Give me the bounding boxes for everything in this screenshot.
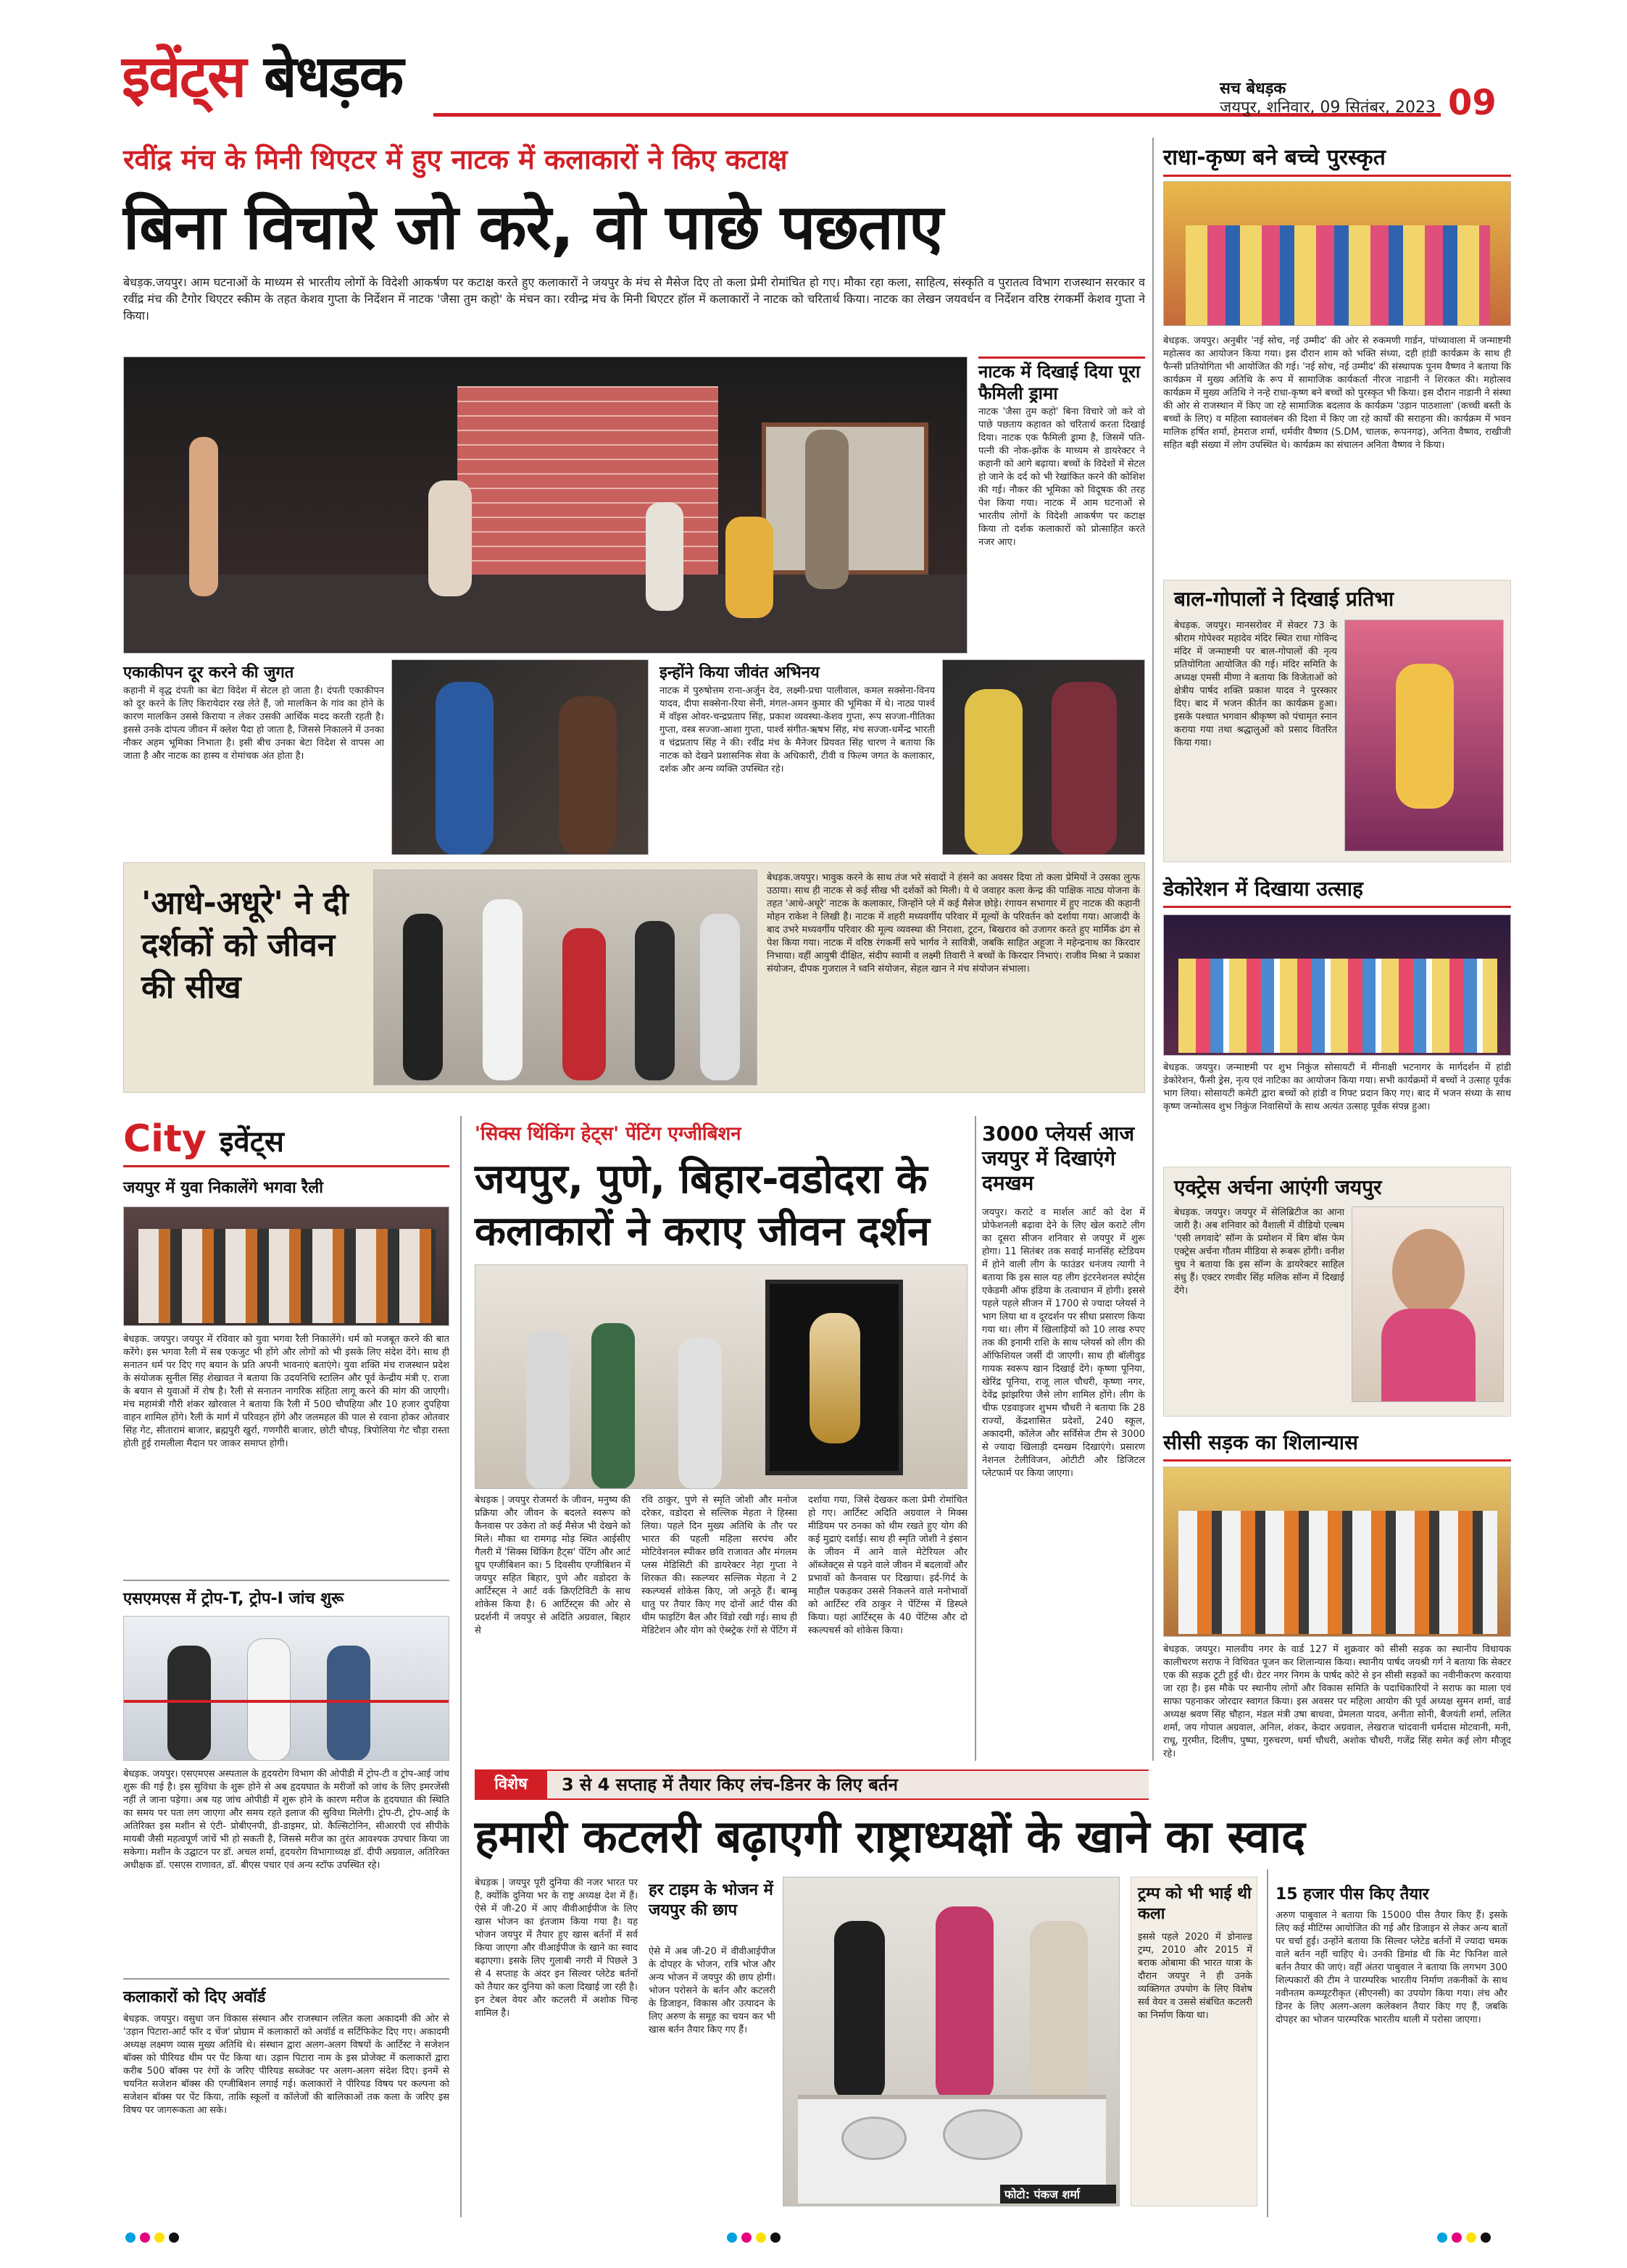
- trump-text: इससे पहले 2020 में डोनाल्ड ट्रम्प, 2010 और 2015 में बराक ओबामा की भारत यात्रा के दौरान जयपुर ने ही उनके व्यक्तिगत उपयोग के लिए विशेष सर्व वेयर व उससे संबंधित कटलरी का निर्माण किया था।: [1138, 1932, 1252, 2021]
- lead-headline: बिना विचारे जो करे, वो पाछे पछताए: [123, 191, 943, 264]
- bal-photo: [1344, 620, 1504, 851]
- city-divider-1: [123, 1580, 449, 1581]
- masthead-dateline: जयपुर, शनिवार, 09 सितंबर, 2023: [1220, 99, 1436, 117]
- lead-side-text: नाटक 'जैसा तुम कहो' बिना विचारे जो करे वो पाछे पछताय कहावत को चरितार्थ करता दिखाई दिया। नाटक एक फैमिली ड्रामा है, जिसमें पति-पत्नी की नोक-झोंक के माध्यम से डायरेक्टर ने कहानी को आगे बढ़ाया। बच्चों के विदेशों में सेटल हो जाने के दर्द को भी रेखांकित करने की कोशिश की गई। नौकर की भूमिका को विदूषक की तरह पेश किया गया। नाटक में आम घटनाओं से भारतीय लोगों के विदेशी आकर्षण पर कटाक्ष किया तो दर्शक कलाकारों को प्रोत्साहित करते नजर आए।: [978, 407, 1145, 548]
- cutlery-text: बेधड़क | जयपुर पूरी दुनिया की नजर भारत पर है, क्योंकि दुनिया भर के राष्ट्र अध्यक्ष देश में हैं। ऐसे में जी-20 में आए वीवीआईपीज के लिए खास भोजन का इंतजाम किया गया है। यह भोजन जयपुर में तैयार हुए खास बर्तनों में सर्व किया जाएगा और वीआईपीज के खाने का स्वाद बढ़ाएगा। इसके लिए गुलाबी नगरी में पिछले 3 से 4 सप्ताह के अंदर इन सिल्वर प्लेटेड बर्तनों को तैयार कर दुनिया को कला दिखाई जा रही है। इन टेबल वेयर और कटलरी में अशोक चिन्ह शामिल है।: [475, 1877, 638, 2019]
- masthead-title-black: बेधड़क: [264, 43, 403, 110]
- exhibition-photo: [475, 1264, 968, 1489]
- exhibition-kicker: 'सिक्स थिंकिंग हेट्स' पेंटिंग एग्जीबिशन: [475, 1123, 741, 1145]
- exhibition-col2: रवि ठाकुर, पुणे से स्मृति जोशी और मनोज दरेकर, वडोदरा से सल्लिक मेहता ने हिस्सा लिया। पहले दिन मुख्य अतिथि के तौर पर भारत की पहली महिला सरपंच और मोटिवेशनल स्पीकर छवि राजावत और मंगलम प्लस मेडिसिटी की डायरेक्टर नेहा गुप्ता ने शिरकत की। स्कल्प्चर सल्लिक मेहता ने 2 स्कल्प्चर्स शोकेस किए, जो अनूठे हैं। बाम्बू धातु पर तैयार किए गए दोनों आर्ट पीस की थीम फाइटिंग बैल और विंडो रखी गई। साथ ही मेडिटेशन और योग को ऐब्स्ट्रेक रंगों से पेंटिंग में: [641, 1495, 797, 1636]
- archana-photo: [1352, 1206, 1504, 1402]
- aadhe-headline: 'आधे-अधूरे' ने दी दर्शकों को जीवन की सीख: [141, 885, 349, 1006]
- karate-text: जयपुर। कराटे व मार्शल आर्ट को देश में प्रोफेशनली बढ़ावा देने के लिए खेल कराटे लीग का दूसरा सीजन शनिवार से जयपुर में शुरू होगा। 11 सितंबर तक सवाई मानसिंह स्टेडियम में होने वाली लीग के फाउंडर धनंजय त्यागी ने बताया कि इस साल यह लीग इंटरनेशनल स्पोर्ट्स एकेडमी ऑफ इंडिया के तत्वाधान में होगी। इससे पहले पहले सीजन में 1700 से ज्यादा प्लेयर्स ने भाग लिया था व दूरदर्शन पर सीधा प्रसारण किया गया था। लीग में खिलाड़ियों को 10 लाख रुपए तक की इनामी राशि के साथ प्लेयर्स को लीग की ऑफिशियल जर्सी दी जाएगी। साथ ही बॉलीवुड गायक स्वरूप खान दिखाई देंगे। कृष्णा पूनिया, खेरिंद्र पूनिया, राजू लाल चौधरी, कृष्णा नगर, देवेंद्र झांझरिया जैसे लोग शामिल होंगे। लीग के चीफ एडवाइजर शुभम चौधरी ने बताया कि 28 राज्यों, केंद्रशासित प्रदेशों, 240 स्कूल, अकादमी, कॉलेज और सर्विसेज टीम से 3000 से ज्यादा खिलाड़ी दमखम दिखाएंगे। प्रसारण नेशनल टेलीविजन, ओटीटी और डिजिटल प्लेटफार्म पर किया जाएगा।: [982, 1207, 1145, 1479]
- box1-text: कहानी में वृद्ध दंपती का बेटा विदेश में सेटल हो जाता है। दंपती एकाकीपन को दूर करने के लिए किरायेदार रख लेते हैं, जो मालकिन के गांव का होने के कारण मालकिन उससे किराया न लेकर उसकी आर्थिक मदद करती रहती है। इससे उनके दांपत्य जीवन में क्लेश पैदा हो जाता है, जिससे निकालने में उनका नौकर अहम भूमिका निभाता है। इसी बीच उनका बेटा विदेश से वापस आ जाता है और नाटक का हास्य व रोमांचक अंत होता है।: [123, 685, 384, 762]
- right-col-rule: [1152, 138, 1154, 1761]
- trop-text: बेधड़क. जयपुर। एसएमएस अस्पताल के हृदयरोग विभाग की ओपीडी में ट्रोप-टी व ट्रोप-आई जांच शुरू की गई है। इस सुविधा के शुरू होने से अब हृदयघात के मरीजों को जांच के लिए इमरजेंसी नहीं ले जाना पड़ेगा। अब यह जांच ओपीडी में शुरू होने के कारण मरीज के हृदयघात की स्थिति का समय पर पता लग जाएगा और समय रहते इलाज की सुविधा मिलेगी। ट्रोप-टी, ट्रोप-आई के अतिरिक्त इस मशीन से एंटी- प्रोबीएनपी, डी-डाइमर, प्रो. कैल्सिटोनिन, सीआरपी एवं सीपीके मायबी जैसी महत्वपूर्ण जांचें भी हो सकती है, जिससे मरीज का तुरंत आवश्यक उपचार किया जा सकेगा। मशीन के उद्घाटन पर डॉ. अचल शर्मा, हृदयरोग विभागाध्यक्ष डॉ. दीपी अग्रवाल, अतिरिक्त अधीक्षक डॉ. एसएस राणावत, डॉ. बीएस पचार एवं अन्य स्टॉफ उपस्थित रहे।: [123, 1769, 449, 1871]
- pieces-head: 15 हजार पीस किए तैयार: [1276, 1885, 1429, 1904]
- deco-photo: [1163, 914, 1511, 1056]
- cutlery-photo: [783, 1877, 1120, 2206]
- exhibition-headline: जयपुर, पुणे, बिहार-वडोदरा के कलाकारों ने कराए जीवन दर्शन: [475, 1156, 931, 1255]
- box1-head: एकाकीपन दूर करने की जुगत: [123, 664, 294, 682]
- radha-text: बेधड़क. जयपुर। अनुबीर 'नई सोच, नई उम्मीद' की ओर से रुकमणी गार्डन, पांच्यावाला में जन्माष्टमी महोत्सव का आयोजन किया गया। इस दौरान शाम को भक्ति संध्या, दही हांडी कार्यक्रम के साथ ही फैन्सी प्रतियोगिता भी आयोजित की गई। 'नई सोच, नई उम्मीद' की संस्थापक पूनम वैष्णव ने बताया कि कार्यक्रम में मुख्य अतिथि के रूप में सामाजिक कार्यकर्ता नीरज नाडानी ने शिरकत की। महोत्सव कार्यक्रम में मुख्य अतिथि ने नन्हे राधा-कृष्ण बने बच्चों को पुरस्कृत भी किया। इस दौरान नाडानी ने संस्था की ओर से राजस्थान में किए जा रहे सामाजिक बदलाव के कार्यक्रम 'उड़ान पाठशाला' (कच्ची बस्ती के बच्चों के लिए) व महिला स्वावलंबन की दिशा में किए जा रहे कार्यों की सराहना की। कार्यक्रम में भवन मालिक हर्षित शर्मा, हेमराज शर्मा, धर्मवीर वैष्णव (S.DM, चालक, रूपनगढ़), अनिता वैष्णव, राखीजी सहित बड़ी संख्या में लोग उपस्थित थे। कार्यक्रम का संचालन अनिता वैष्णव ने किया।: [1163, 335, 1511, 451]
- road-photo: [1163, 1467, 1511, 1637]
- masthead-brand: सच बेधड़क: [1220, 80, 1286, 98]
- aadhe-text: बेधड़क.जयपुर। भावुक करने के साथ तंज भरे संवादों ने हंसने का अवसर दिया तो कला प्रेमियों ने उसका लुत्फ उठाया। साथ ही नाटक से कई सीख भी दर्शकों को मिली। ये थे जवाहर कला केन्द्र की पाक्षिक नाट्य योजना के तहत 'आधे-अधूरे' नाटक के कलाकार, जिन्होंने प्ले में कई मैसेज छोड़े। रंगायन सभागार में हुए नाटक की कहानी मोहन राकेश ने लिखी है। नाटक में शहरी मध्यवर्गीय परिवार में मूल्यों के परिवर्तन को दर्शाया गया। आजादी के बाद उभरे मध्यवर्गीय परिवार की मूल्य व्यवस्था की निराशा, टूटन, बिखराव को उजागर करते हुए मार्मिक ढंग से पेश किया गया। नाटक में वरिष्ठ रंगकर्मी सपे भार्गव ने सावित्री, जबकि साहित अहूजा ने महेन्द्रनाथ का किरदार निभाया। वहीं आयुषी दीक्षित, संदीप स्वामी व लक्ष्मी तिवारी ने बच्चों के किरदार निभाएं। राजीव मिश्रा ने प्रकाश संयोजन, दीपक गुजराल ने ध्वनि संयोजन, सेहल खान ने मंच संयोजन संभाला।: [767, 872, 1140, 975]
- exhibition-col1: बेधड़क | जयपुर रोजमर्रा के जीवन, मनुष्य की प्रक्रिया और जीवन के बदलते स्वरूप को कैनवास पर उकेरा तो कई मैसेज भी देखने को मिले। मौका था रामगढ़ मोड़ स्थित आईसीए गैलरी में 'सिक्स थिंकिंग हैट्स' पेंटिंग और आर्ट ग्रुप एग्जीबिशन का। 5 दिवसीय एग्जीबिशन में जयपुर सहित बिहार, पुणे और वडोदरा के आर्टिस्ट्स ने आर्ट वर्क क्रिएटिविटी के साथ शोकेस किया है। 6 आर्टिस्ट्स की ओर से प्रदर्शनी में जयपुर से अदिति अग्रवाल, बिहार से: [475, 1495, 631, 1636]
- karate-headline: 3000 प्लेयर्स आज जयपुर में दिखाएंगे दमखम: [982, 1122, 1135, 1195]
- city-title: [123, 1116, 449, 1165]
- masthead-title-red: इवेंट्स: [122, 43, 246, 110]
- cutlery-photo-credit: फोटो: पंकज शर्मा: [1000, 2185, 1116, 2204]
- rally-text: बेधड़क. जयपुर। जयपुर में रविवार को युवा भगवा रैली निकालेंगे। धर्म को मजबूत करने की बात करेंगे। इस भगवा रैली में सब एकजुट भी होंगे और लोगों को भी इसके लिए संदेश देंगे। साथ ही सनातन धर्म पर दिए गए बयान के प्रति अपनी भावनाएं बताएंगे। युवा शक्ति मंच राजस्थान प्रदेश के संयोजक सुनील सिंह शेखावत ने बताया कि उदयनिधि स्टालिन और पूर्व केन्द्रीय मंत्री ए. राजा के बयान से युवाओं में रोष है। रैली से सनातन नागरिक संहिता लागू करने की मांग की जाएगी। मंच महामंत्री गौरी शंकर खोरवाल ने बताया कि रैली में 500 चौपहिया और 10 हजार दुपहिया वाहन शामिल होंगे। रैली के मार्ग में परिवहन होंगे और जलमहल की पाल से रवाना होकर ओतवार सिंह गेट, सीतारामं बाजार, ब्रह्मपुरी खुर्रा, गणगौरी बाजार, छोटी चौपड़, त्रिपोलिया गेट चौड़ा रास्ता होती हुई रामलीला मैदान पर जाकर समाप्त होगी।: [123, 1334, 449, 1449]
- bal-head: बाल-गोपालों ने दिखाई प्रतिभा: [1174, 587, 1394, 611]
- lead-kicker: रवींद्र मंच के मिनी थिएटर में हुए नाटक में कलाकारों ने किए कटाक्ष: [123, 143, 788, 175]
- rally-photo: [123, 1206, 449, 1326]
- road-text: बेधड़क. जयपुर। मालवीय नगर के वार्ड 127 में शुक्रवार को सीसी सड़क का स्थानीय विधायक कालीचरण सराफ ने विधिवत पूजन कर शिलान्यास किया। स्थानीय पार्षद जयश्री गर्ग ने बताया कि सेक्टर एक की सड़क टूटी हुई थी। ग्रेटर नगर निगम के पार्षद कोटे से इन सीसी सड़कों का नवीनीकरण करवाया जा रहा है। इस मौके पर स्थानीय लोगों और विकास समिति के पदाधिकारियों ने सराफ का माला एवं साफा पहनाकर जोरदार स्वागत किया। इस अवसर पर महिला आयोग की पूर्व अध्यक्ष सुमन शर्मा, वार्ड अध्यक्ष श्रवण सिंह चौहान, मंडल मंत्री उषा बाधवा, प्रेमलता यादव, अनीता सोनी, बैजयंती शर्मा, ललित शर्मा, जय गोपाल अग्रवाल, अनिल, शंकर, केदार अग्रवाल, लेखराज चांदवानी धर्मदास मोटवानी, मनी, राधू, गुरमीत, दिलीप, पुष्पा, गुरुचरण, धर्मा चौधरी, अशोक चौधरी, गजेंद्र सिंह समेत कई लोग मौजूद रहे।: [1163, 1644, 1511, 1759]
- page-number: 09: [1448, 83, 1497, 123]
- cutlery-side-text: ऐसे में अब जी-20 में वीवीआईपीज के दोपहर के भोजन, रात्रि भोज और अन्य भोजन में जयपुर की छाप होगी। भोजन परोसने के बर्तन और कटलरी के डिजाइन, विकास और उत्पादन के लिए अरुण के समूह का चयन कर भी खास बर्तन तैयार किए गए हैं।: [649, 1946, 775, 2035]
- trump-head: ट्रम्प को भी भाई थी कला: [1138, 1885, 1252, 1923]
- cutlery-col-rule: [1267, 1869, 1268, 2217]
- deco-rule: [1163, 906, 1511, 908]
- aadhe-photo: [373, 870, 757, 1085]
- masthead: [122, 42, 1499, 129]
- lead-intro: बेधड़क.जयपुर। आम घटनाओं के माध्यम से भारतीय लोगों के विदेशी आकर्षण पर कटाक्ष करते हुए कलाकारों ने जयपुर के मंच से मैसेज दिए तो कला प्रेमी रोमांचित हो गए। मौका रहा कला, साहित्य, संस्कृति व पुरातत्व विभाग राजस्थान सरकार व रवींद्र मंच की टैगोर थिएटर स्कीम के तहत केशव गुप्ता के निर्देशन में नाटक 'जैसा तुम कहो' के मंचन का। रवीन्द्र मंच के मिनी थिएटर हॉल में कलाकारों ने नाटक को चरितार्थ किया। नाटक का लेखन जयवर्धन व निर्देशन वरिष्ठ रंगकर्मी केशव गुप्ता ने किया।: [123, 275, 1145, 322]
- lead-side-head: नाटक में दिखाई दिया पूरा फैमिली ड्रामा: [978, 362, 1141, 404]
- color-registration-bottom: [123, 2232, 1515, 2246]
- cutlery-tag: विशेष: [475, 1771, 547, 1798]
- trop-photo: [123, 1616, 449, 1761]
- exhibition-col-rule: [975, 1116, 976, 1761]
- city-rule: [123, 1165, 449, 1167]
- road-head: सीसी सड़क का शिलान्यास: [1163, 1430, 1358, 1454]
- city-divider-2: [123, 1978, 449, 1980]
- cutlery-side-head: हर टाइम के भोजन में जयपुर की छाप: [649, 1881, 773, 1919]
- city-title-red: City: [123, 1117, 207, 1161]
- archana-head: एक्ट्रेस अर्चना आएंगी जयपुर: [1174, 1175, 1382, 1199]
- award-head: कलाकारों को दिए अवॉर्ड: [123, 1988, 266, 2006]
- trop-head: एसएमएस में ट्रोप-T, ट्रोप-I जांच शुरू: [123, 1590, 344, 1608]
- city-title-black: इवेंट्स: [219, 1125, 284, 1159]
- side-rule: [978, 357, 1145, 359]
- radha-photo: [1163, 181, 1511, 326]
- city-col-rule: [460, 1116, 462, 2217]
- box2-photo: [942, 659, 1145, 855]
- archana-text: बेधड़क. जयपुर। जयपुर में सेलिब्रिटीज का आना जारी है। अब शनिवार को वैशाली में वीडियो एल्बम 'एसी लगवादे' सॉन्ग के प्रमोशन में बिग बॉस फेम एक्ट्रेस अर्चना गौतम मीडिया से रूबरू होंगी। वनीश चुघ ने बताया कि इस सॉन्ग के डायरेक्टर साहिल संधु हैं। एक्टर रणवीर सिंह मलिक सॉन्ग में दिखाई देंगे।: [1174, 1207, 1344, 1296]
- rally-head: जयपुर में युवा निकालेंगे भगवा रैली: [123, 1179, 323, 1197]
- box1-photo: [391, 659, 649, 855]
- lead-stage-photo: [123, 357, 968, 654]
- box2-head: इन्होंने किया जीवंत अभिनय: [659, 664, 820, 682]
- exhibition-col3: दर्शाया गया, जिसे देखकर कला प्रेमी रोमांचित हो गए। आर्टिस्ट अदिति अग्रवाल ने मिक्स मीडियम पर ठनका को थीम रखते हुए योग की कई मुद्राएं दर्शाई। साथ ही स्मृति जोशी ने इंसान के जीवन में आने वाले मेटेरियल और ऑब्जेक्ट्स से पड़ने वाले जीवन में बदलावों और प्रभावों को कैनवास पर दिखाया। इर्द-गिर्द के माहौल पकड़कर उससे निकलने वाले मनोभावों को आर्टिस्ट रवि ठाकुर ने पेंटिंग्स में डिस्प्ले किया। यहां आर्टिस्ट्स के 40 पेंटिंग्स और दो स्कल्पचर्स को शोकेस किया।: [808, 1495, 968, 1636]
- deco-text: बेधड़क. जयपुर। जन्माष्टमी पर शुभ निकुंज सोसायटी में मीनाक्षी भटनागर के मार्गदर्शन में हांडी डेकोरेशन, फैंसी ड्रेस, नृत्य एवं नाटिका का आयोजन किया गया। सभी कार्यक्रमों में बच्चों ने उत्साह पूर्वक भाग लिया। सोसायटी कमेटी द्वारा बच्चों को हांडी व गिफ्ट प्रदान किए गए। बाद में भजन संध्या के साथ कृष्ण जन्मोत्सव शुभ निकुंज निवासियों के साथ अत्यंत उत्साह पूर्वक संपन्न हुआ।: [1163, 1062, 1511, 1112]
- box2-text: नाटक में पुरुषोत्तम राना-अर्जुन देव, लक्ष्मी-प्रचा पालीवाल, कमल सक्सेना-विनय यादव, दीपा सक्सेना-रिया सेनी, मंगल-अमन कुमार की भूमिका में थे। नाट्य पार्श्व में वॉइस ओवर-चन्द्रप्रताप सिंह, प्रकाश व्यवस्था-केशव गुप्ता, रूप सज्जा-गीतिका गुप्ता, वस्त्र सज्जा-आशा गुप्ता, पार्श्व संगीत-ऋषभ सिंह, मंच सज्जा-धर्मेन्द्र भारती व चंद्रप्रताप सिंह ने की। रवींद्र मंच के मैनेजर प्रियवत सिंह चारण ने बताया कि नाटक को देखने प्रशासनिक सेवा के अधिकारी, टीवी व फिल्म जगत के कलाकार, दर्शक और अन्य व्यक्ति उपस्थित रहे।: [659, 685, 935, 775]
- bal-text: बेधड़क. जयपुर। मानसरोवर में सेक्टर 73 के श्रीराम गोपेश्वर महादेव मंदिर स्थित राधा गोविन्द मंदिर में जन्माष्टमी पर बाल-गोपालों की नृत्य प्रतियोगिता आयोजित की गई। मंदिर समिति के अध्यक्ष एमसी मीणा ने बताया कि विजेताओं को क्षेत्रीय पार्षद शक्ति प्रकाश यादव ने पुरस्कार दिए। बाद में भजन कीर्तन का कार्यक्रम हुआ। इसके पश्चात भगवान श्रीकृष्ण को पंचामृत स्नान कराया गया तथा श्रद्धालुओं को प्रसाद वितरित किया गया।: [1174, 620, 1337, 749]
- cutlery-kicker: 3 से 4 सप्ताह में तैयार किए लंच-डिनर के लिए बर्तन: [562, 1775, 898, 1795]
- award-text: बेधड़क. जयपुर। वसुधा जन विकास संस्थान और राजस्थान ललित कला अकादमी की ओर से 'उड़ान पिटारा-आर्ट फॉर द चेंज' प्रोग्राम में कलाकारों को अवॉर्ड व सर्टिफिकेट दिए गए। अकादमी अध्यक्ष लक्ष्मण व्यास मुख्य अतिथि थे। संस्थान द्वारा अलग-अलग विषयों के आर्टिस्ट ने सजेशन बॉक्स को पीरियड थीम पर पेंट किया था। उड़ान पिटारा नाम के इस प्रोजेक्ट में कलाकारों द्वारा करीब 500 बॉक्स पर रंगों के जरिए पीरियड सब्जेक्ट पर अलग-अलग संदेश दिए। इनमें से चयनित सजेशन बॉक्स की एग्जीबिशन लगाई गई। कलाकारों ने पीरियड विषय पर कल्पना को सजेशन बॉक्स पर पेंट किया, ताकि स्कूलों व कॉलेजों की बालिकाओं तक कला के जरिए इस विषय पर जागरूकता आ सके।: [123, 2014, 449, 2116]
- pieces-text: अरुण पाबुवाल ने बताया कि 15000 पीस तैयार किए हैं। इसके लिए कई मीटिंग्स आयोजित की गई और डिजाइन से लेकर अन्य बातों पर चर्चा हुई। उन्होंने बताया कि सिल्वर प्लेटेड बर्तनों में ज्यादा चमक वाले बर्तन नहीं चाहिए थे। उनकी डिमांड थी कि मेट फिनिश वाले बर्तन तैयार की जाएं। वहीं अंतरा पाबुवाल ने बताया कि लगभग 300 शिल्पकारों की टीम ने पारम्परिक भारतीय निर्माण तकनीकों के साथ नवीनतम कम्प्यूटरीकृत (सीएनसी) का उपयोग किया गया। लंच और डिनर के लिए अलग-अलग कलेक्शन तैयार किए गए हैं, जबकि दोपहर का भोजन पारम्परिक भारतीय थाली में परोसा जाएगा।: [1276, 1910, 1507, 2025]
- radha-head: राधा-कृष्ण बने बच्चे पुरस्कृत: [1163, 145, 1386, 170]
- road-rule: [1163, 1459, 1511, 1462]
- cutlery-headline: हमारी कटलरी बढ़ाएगी राष्ट्राध्यक्षों के खाने का स्वाद: [475, 1810, 1306, 1863]
- deco-head: डेकोरेशन में दिखाया उत्साह: [1163, 877, 1363, 901]
